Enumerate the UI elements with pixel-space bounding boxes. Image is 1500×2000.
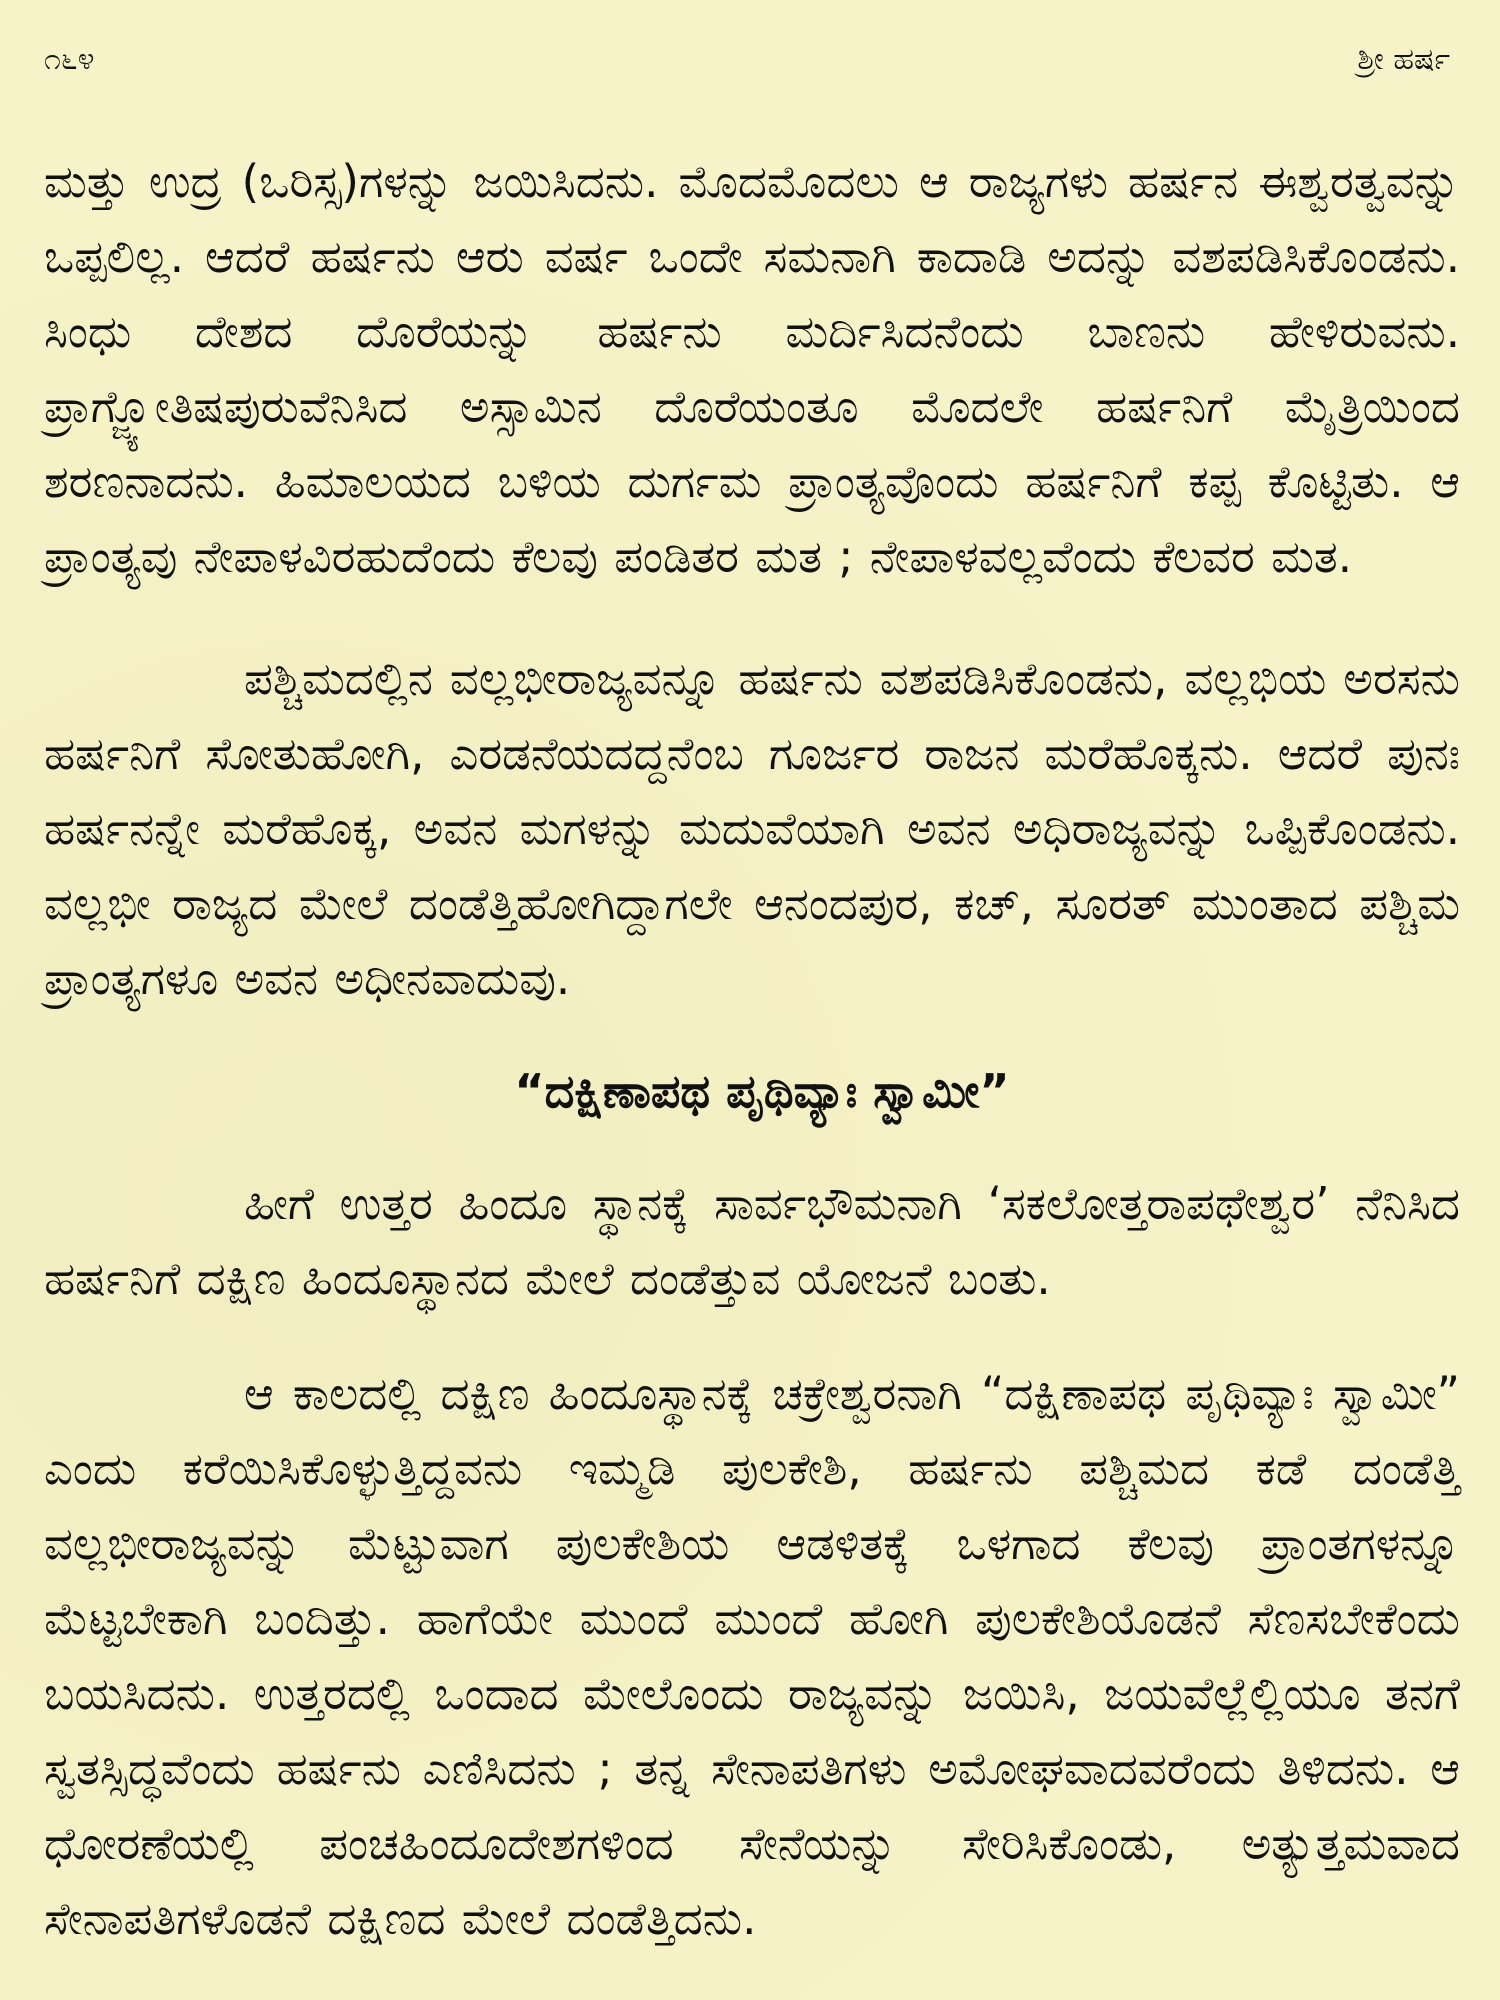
running-header — [44, 40, 1460, 90]
section-heading: “ದಕ್ಷಿಣಾಪಥ ಪೃಥಿವ್ಯಾಃ ಸ್ವಾಮೀ” — [514, 1064, 1010, 1118]
paragraph-1: ಮತ್ತು ಉದ್ರ (ಒರಿಸ್ಸ)ಗಳನ್ನು ಜಯಿಸಿದನು. ಮೊದಮೊದಲು ಆ ರಾಜ್ಯಗಳು ಹರ್ಷನ ಈಶ್ವರತ್ವವನ್ನು ಒಪ್ಪಲಿಲ್ಲ. ಆದರೆ ಹರ್ಷನು ಆರು ವರ್ಷ ಒಂದೇ ಸಮನಾಗಿ ಕಾದಾಡಿ ಅದನ್ನು ವಶಪಡಿಸಿಕೊಂಡನು. ಸಿಂಧು ದೇಶದ ದೊರೆಯನ್ನು ಹರ್ಷನು ಮರ್ದಿಸಿದನೆಂದು ಬಾಣನು ಹೇಳಿರುವನು. ಪ್ರಾಗ್ಜ್ಯೋತಿಷಪುರುವೆನಿಸಿದ ಅಸ್ಸಾಮಿನ ದೊರೆಯಂತೂ ಮೊದಲೇ ಹರ್ಷನಿಗೆ ಮೈತ್ರಿಯಿಂದ ಶರಣನಾದನು. ಹಿಮಾಲಯದ ಬಳಿಯ ದುರ್ಗಮ ಪ್ರಾಂತ್ಯವೊಂದು ಹರ್ಷನಿಗೆ ಕಪ್ಪ ಕೊಟ್ಟಿತು. ಆ ಪ್ರಾಂತ್ಯವು ನೇಪಾಳವಿರಹುದೆಂದು ಕೆಲವು ಪಂಡಿತರ ಮತ ; ನೇಪಾಳವಲ್ಲವೆಂದು ಕೆಲವರ ಮತ. — [44, 155, 1460, 583]
paragraph-gap — [44, 1126, 1460, 1166]
paragraph-gap — [44, 1316, 1460, 1356]
paragraph-3: ಹೀಗೆ ಉತ್ತರ ಹಿಂದೂ ಸ್ಥಾನಕ್ಕೆ ಸಾರ್ವಭೌಮನಾಗಿ ‘ಸಕಲೋತ್ತರಾಪಥೇಶ್ವರ’ ನೆನಿಸಿದ ಹರ್ಷನಿಗೆ ದಕ್ಷಿಣ ಹಿಂದೂಸ್ಥಾನದ ಮೇಲೆ ದಂಡೆತ್ತುವ ಯೋಜನೆ ಬಂತು. — [44, 1177, 1460, 1305]
paragraph-2: ಪಶ್ಚಿಮದಲ್ಲಿನ ವಲ್ಲಭೀರಾಜ್ಯವನ್ನೂ ಹರ್ಷನು ವಶಪಡಿಸಿಕೊಂಡನು, ವಲ್ಲಭಿಯ ಅರಸನು ಹರ್ಷನಿಗೆ ಸೋತುಹೋಗಿ, ಎರಡನೆಯದದ್ದನೆಂಬ ಗೂರ್ಜರ ರಾಜನ ಮರೆಹೊಕ್ಕನು. ಆದರೆ ಪುನಃ ಹರ್ಷನನ್ನೇ ಮರೆಹೊಕ್ಕ, ಅವನ ಮಗಳನ್ನು ಮದುವೆಯಾಗಿ ಅವನ ಅಧಿರಾಜ್ಯವನ್ನು ಒಪ್ಪಿಕೊಂಡನು. ವಲ್ಲಭೀ ರಾಜ್ಯದ ಮೇಲೆ ದಂಡೆತ್ತಿಹೋಗಿದ್ದಾಗಲೇ ಆನಂದಪುರ, ಕಚ್, ಸೂರತ್ ಮುಂತಾದ ಪಶ್ಚಿಮ ಪ್ರಾಂತ್ಯಗಳೂ ಅವನ ಅಧೀನವಾದುವು. — [44, 652, 1460, 1005]
paragraph-gap — [44, 594, 1460, 641]
paragraph-gap — [44, 1016, 1460, 1056]
book-title: ಶ್ರೀ ಹರ್ಷ — [1357, 42, 1450, 77]
paragraph-4: ಆ ಕಾಲದಲ್ಲಿ ದಕ್ಷಿಣ ಹಿಂದೂಸ್ಥಾನಕ್ಕೆ ಚಕ್ರೇಶ್ವರನಾಗಿ “ದಕ್ಷಿಣಾಪಥ ಪೃಥಿವ್ಯಾಃ ಸ್ವಾಮೀ” ಎಂದು ಕರೆಯಿಸಿಕೊಳ್ಳುತ್ತಿದ್ದವನು ಇಮ್ಮಡಿ ಪುಲಕೇಶಿ, ಹರ್ಷನು ಪಶ್ಚಿಮದ ಕಡೆ ದಂಡೆತ್ತಿ ವಲ್ಲಭೀರಾಜ್ಯವನ್ನು ಮೆಟ್ಟುವಾಗ ಪುಲಕೇಶಿಯ ಆಡಳಿತಕ್ಕೆ ಒಳಗಾದ ಕೆಲವು ಪ್ರಾಂತಗಳನ್ನೂ ಮೆಟ್ಟಬೇಕಾಗಿ ಬಂದಿತ್ತು. ಹಾಗೆಯೇ ಮುಂದೆ ಮುಂದೆ ಹೋಗಿ ಪುಲಕೇಶಿಯೊಡನೆ ಸೆಣಸಬೇಕೆಂದು ಬಯಸಿದನು. ಉತ್ತರದಲ್ಲಿ ಒಂದಾದ ಮೇಲೊಂದು ರಾಜ್ಯವನ್ನು ಜಯಿಸಿ, ಜಯವೆಲ್ಲೆಲ್ಲಿಯೂ ತನಗೆ ಸ್ವತಸ್ಸಿದ್ಧವೆಂದು ಹರ್ಷನು ಎಣಿಸಿದನು ; ತನ್ನ ಸೇನಾಪತಿಗಳು ಅಮೋಘವಾದವರೆಂದು ತಿಳಿದನು. ಆ ಧೋರಣೆಯಲ್ಲಿ ಪಂಚಹಿಂದೂದೇಶಗಳಿಂದ ಸೇನೆಯನ್ನು ಸೇರಿಸಿಕೊಂಡು, ಅತ್ಯುತ್ತಮವಾದ ಸೇನಾಪತಿಗಳೊಡನೆ ದಕ್ಷಿಣದ ಮೇಲೆ ದಂಡೆತ್ತಿದನು. — [44, 1367, 1460, 1945]
page-number: ೧೬೪ — [44, 42, 95, 77]
